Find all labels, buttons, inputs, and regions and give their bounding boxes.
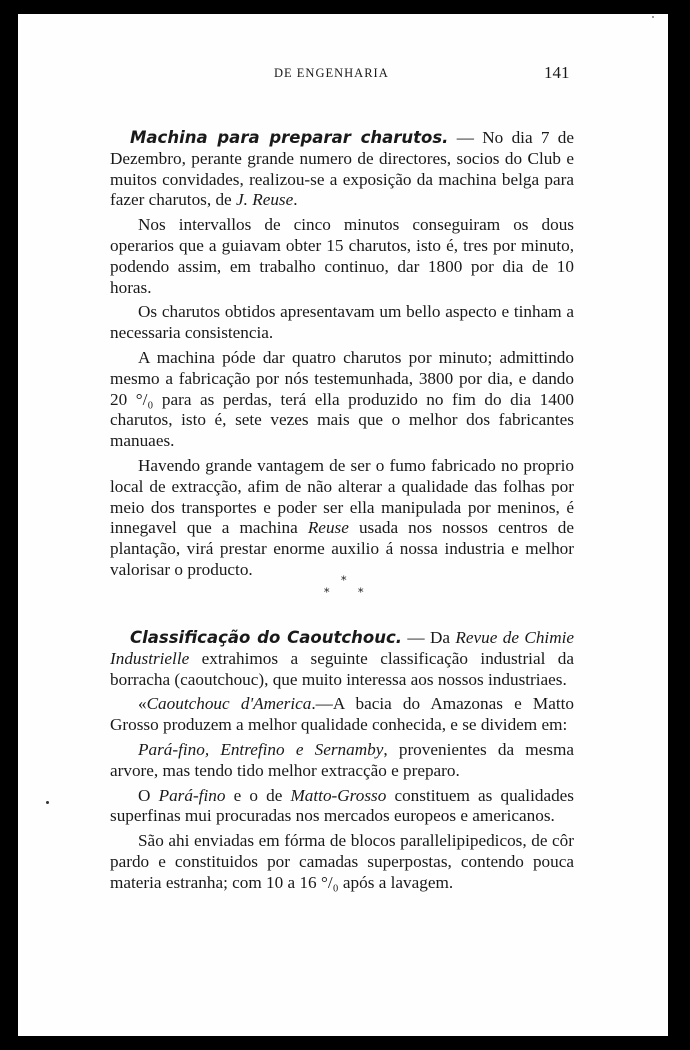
text-run: Da	[429, 628, 456, 647]
asterism-star: *	[358, 586, 364, 599]
paragraph	[110, 628, 574, 690]
paragraph	[110, 740, 574, 782]
text-run: .	[293, 190, 298, 210]
paragraph: Os charutos obtidos apresentavam um bello aspecto e tinham a necessaria consistencia.	[110, 302, 574, 343]
dash: —	[448, 128, 483, 147]
paragraph	[110, 128, 574, 211]
book-page	[18, 14, 668, 1036]
paragraph: Nos intervallos de cinco minutos conseguiram os dous operarios que a guiavam obter 15 charutos, isto é, tres por minuto, podendo assim, em trabalho continuo, dar 1800 por dia de 10 horas.	[110, 215, 574, 297]
asterism-star: *	[341, 574, 347, 587]
paragraph	[110, 786, 574, 828]
quote-mark: «	[138, 694, 147, 714]
article-heading: Machina para preparar charutos.	[130, 128, 449, 147]
corner-speck	[652, 16, 654, 18]
asterism-star: *	[324, 586, 330, 599]
text-run: constituem as qualidades superfinas mui procuradas nos mercados europeos e americanos.	[110, 785, 574, 826]
text-run: usada nos nossos centros de plantação, virá prestar enorme auxilio á nossa industria e melhor valorisar o producto.	[110, 518, 574, 579]
paragraph	[110, 694, 574, 736]
article-machina-charutos	[110, 128, 574, 585]
dash: —	[402, 628, 430, 647]
text-run: extrahimos a seguinte classificação industrial da borracha (caoutchouc), que muito interessa aos nossos industriaes.	[110, 648, 574, 689]
paragraph	[110, 831, 574, 893]
term: Matto-Grosso	[290, 785, 387, 805]
text-run: A machina póde dar quatro charutos por minuto; admittindo mesmo a fabricação por nós testemunhada, 3800 por dia, e dando 20	[110, 347, 574, 409]
source-title: Revue de Chimie Industrielle	[110, 628, 575, 668]
section-separator	[318, 574, 378, 610]
term: Caoutchouc d'America	[146, 694, 312, 714]
article-caoutchouc	[110, 628, 574, 898]
page-number: 141	[544, 63, 570, 82]
paragraph	[110, 348, 574, 452]
percent-sign: °/₀	[320, 872, 339, 892]
running-head: DE ENGENHARIA	[274, 66, 389, 80]
term: Pará-fino	[158, 785, 226, 805]
text-run: .—A bacia do Amazonas e Matto Grosso produzem a melhor qualidade conhecida, e se dividem em:	[110, 694, 574, 735]
paragraph	[110, 456, 574, 581]
person-name: J. Reuse	[235, 190, 294, 210]
text-run: para as perdas, terá ella produzido no fim do dia 1400 charutos, isto é, sete vezes mais que o melhor dos fabricantes manuaes.	[110, 389, 575, 451]
text-run: O	[138, 785, 159, 805]
text-run: Havendo grande vantagem de ser o fumo fabricado no proprio local de extracção, afim de não alterar a qualidade das folhas por meio dos transportes e poder ser ella manipulada por meninos, é innegavel que a machina	[110, 455, 574, 538]
text-run: São ahi enviadas em fórma de blocos parallelipipedicos, de côr pardo e constituidos por camadas superpostas, contendo pouca materia estranha; com 10 a 16	[110, 831, 574, 892]
text-run: e o de	[225, 785, 291, 805]
text-run: , provenientes da mesma arvore, mas tendo tido melhor extracção e preparo.	[110, 739, 574, 780]
article-heading: Classificação do Caoutchouc.	[130, 628, 403, 647]
text-run: No dia 7 de Dezembro, perante grande numero de directores, socios do Club e muitos convidades, realizou-se a exposição da machina belga para fazer charutos, de	[110, 128, 575, 210]
machine-name: Reuse	[307, 518, 349, 538]
percent-sign: °/₀	[135, 389, 154, 409]
text-run: após a lavagem.	[338, 872, 454, 892]
term: Pará-fino, Entrefino e Sernamby	[138, 739, 384, 759]
margin-speck	[46, 801, 49, 804]
